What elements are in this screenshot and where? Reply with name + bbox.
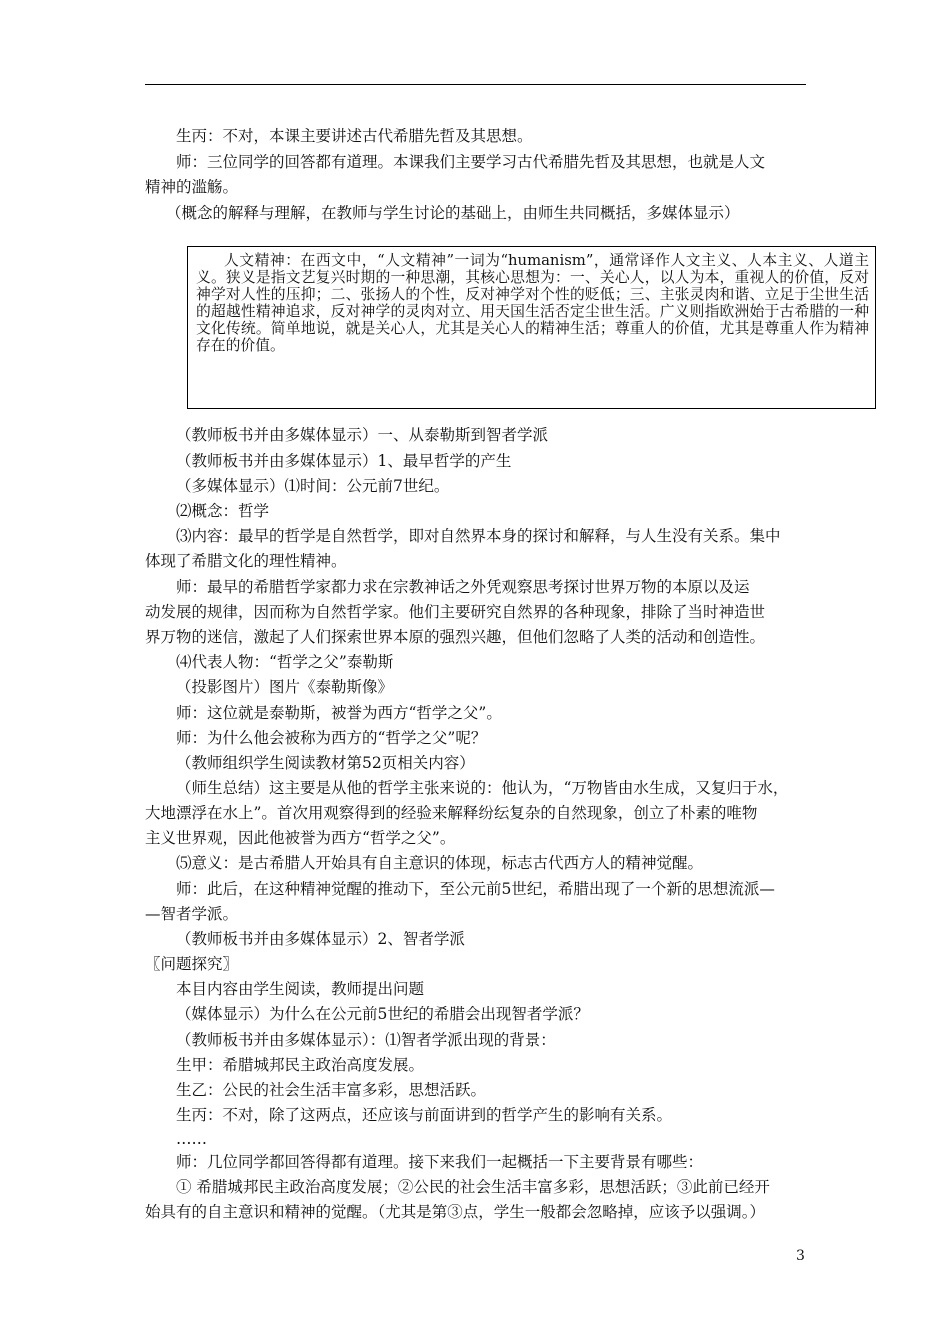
text-line: 始具有的自主意识和精神的觉醒。（尤其是第③点，学生一般都会忽略掉，应该予以强调。） [145, 1203, 766, 1221]
page-number: 3 [796, 1248, 805, 1264]
text-line: 生乙：公民的社会生活丰富多彩，思想活跃。 [176, 1081, 487, 1099]
concept-box: 人文精神：在西文中，“人文精神”一词为“humanism”，通常译作人文主义、人本主义、人道主义。狭义是指文艺复兴时期的一种思潮，其核心思想为：一、关心人，以人为本，重视人的价值，反对神学对人性的压抑；二、张扬人的个性，反对神学对个性的贬低；三、主张灵肉和谐、立足于尘世生活的超越性精神追求，反对神学的灵肉对立、用天国生活否定尘世生活。广义则指欧洲始于古希腊的一种文化传统。简单地说，就是关心人，尤其是关心人的精神生活；尊重人的价值，尤其是尊重人作为精神存在的价值。 [187, 246, 876, 409]
text-line: ⑸意义：是古希腊人开始具有自主意识的体现，标志古代西方人的精神觉醒。 [176, 854, 704, 872]
text-line: （教师板书并由多媒体显示）2、智者学派 [176, 930, 465, 948]
text-line: ⑷代表人物：“哲学之父”泰勒斯 [176, 653, 394, 671]
text-line: 本目内容由学生阅读，教师提出问题 [176, 980, 425, 998]
text-line: —智者学派。 [145, 905, 239, 923]
text-line: 生甲：希腊城邦民主政治高度发展。 [176, 1056, 425, 1074]
text-line: 主义世界观，因此他被誉为西方“哲学之父”。 [145, 829, 456, 847]
text-line: ⑶内容：最早的哲学是自然哲学，即对自然界本身的探讨和解释，与人生没有关系。集中 [176, 527, 781, 545]
text-line: …… [176, 1130, 207, 1148]
text-line: 生丙：不对，除了这两点，还应该与前面讲到的哲学产生的影响有关系。 [176, 1106, 673, 1124]
text-line: （概念的解释与理解，在教师与学生讨论的基础上，由师生共同概括，多媒体显示） [166, 204, 740, 222]
text-line: 精神的滥觞。 [145, 178, 239, 196]
text-line: 界万物的迷信，激起了人们探索世界本原的强烈兴趣，但他们忽略了人类的活动和创造性。 [145, 628, 766, 646]
text-line: （教师组织学生阅读教材第52页相关内容） [176, 754, 475, 772]
text-line: 体现了希腊文化的理性精神。 [145, 552, 347, 570]
text-line: （投影图片）图片《泰勒斯像》 [176, 678, 394, 696]
text-line: ① 希腊城邦民主政治高度发展；②公民的社会生活丰富多彩，思想活跃；③此前已经开 [176, 1178, 770, 1196]
text-line: 师：为什么他会被称为西方的“哲学之父”呢？ [176, 729, 487, 747]
text-line: 师：这位就是泰勒斯，被誉为西方“哲学之父”。 [176, 704, 502, 722]
header-rule [145, 84, 806, 85]
text-line: 师：最早的希腊哲学家都力求在宗教神话之外凭观察思考探讨世界万物的本原以及运 [176, 578, 750, 596]
text-line: （媒体显示）为什么在公元前5世纪的希腊会出现智者学派？ [176, 1005, 589, 1023]
text-line: （教师板书并由多媒体显示）一、从泰勒斯到智者学派 [176, 426, 549, 444]
text-line: 大地漂浮在水上”。首次用观察得到的经验来解释纷纭复杂的自然现象，创立了朴素的唯物 [145, 804, 758, 822]
text-line: 师：三位同学的回答都有道理。本课我们主要学习古代希腊先哲及其思想，也就是人文 [176, 153, 766, 171]
text-line: （教师板书并由多媒体显示）1、最早哲学的产生 [176, 452, 512, 470]
text-line: ⑵概念：哲学 [176, 502, 270, 520]
text-line: 师：此后，在这种精神觉醒的推动下，至公元前5世纪，希腊出现了一个新的思想流派— [176, 880, 775, 898]
text-line: 动发展的规律，因而称为自然哲学家。他们主要研究自然界的各种现象，排除了当时神造世 [145, 603, 766, 621]
text-line: 师：几位同学都回答得都有道理。接下来我们一起概括一下主要背景有哪些： [176, 1153, 704, 1171]
text-line: （师生总结）这主要是从他的哲学主张来说的：他认为，“万物皆由水生成，又复归于水， [176, 779, 789, 797]
text-line: （教师板书并由多媒体显示）：⑴智者学派出现的背景： [176, 1031, 556, 1049]
text-line: 〖问题探究〗 [145, 955, 239, 973]
text-line: （多媒体显示）⑴时间：公元前7世纪。 [176, 477, 450, 495]
text-line: 生丙：不对，本课主要讲述古代希腊先哲及其思想。 [176, 127, 533, 145]
